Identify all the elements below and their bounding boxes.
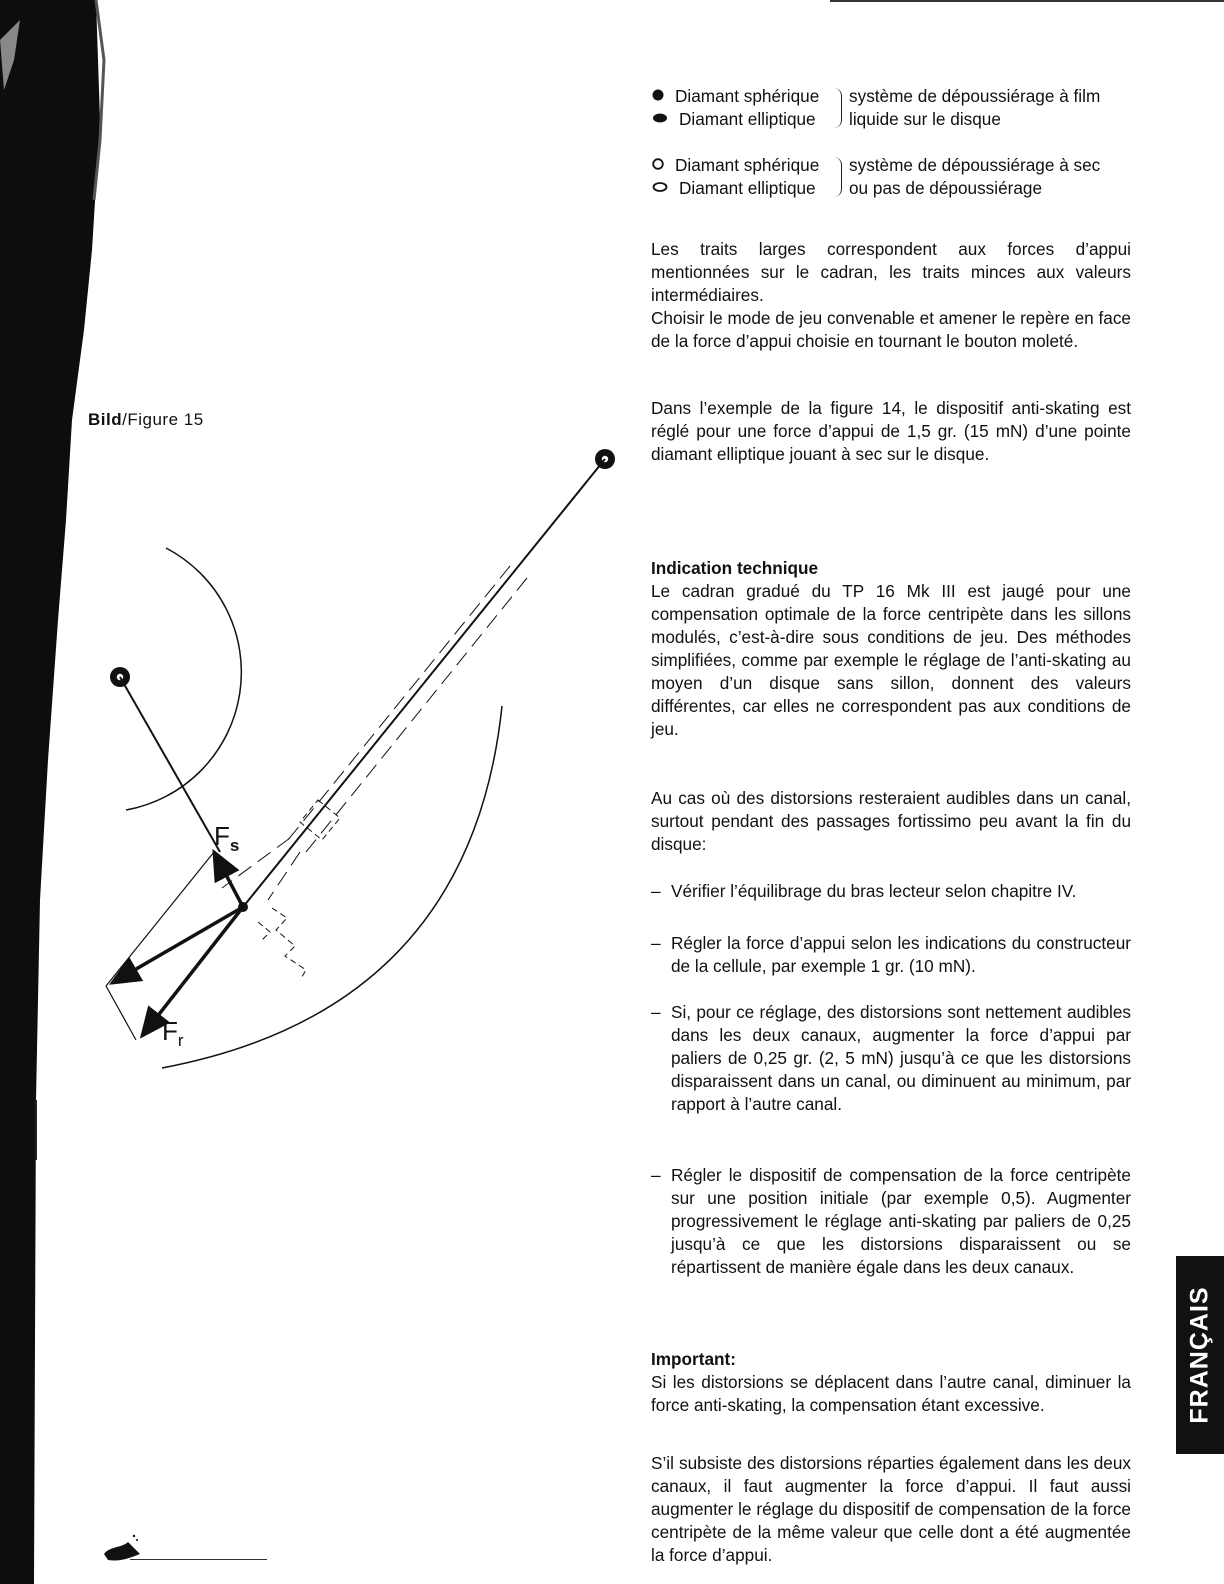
filled-ellipse-icon [651, 108, 675, 131]
open-circle-icon [651, 154, 675, 177]
record-arc-outer [162, 706, 502, 1068]
list-dash: – [651, 933, 661, 953]
list-item [651, 1001, 1131, 1116]
list-dash: – [651, 1165, 661, 1185]
section-heading: Indication technique [651, 558, 819, 578]
headshell-outline [258, 800, 340, 980]
example-text [651, 397, 1131, 466]
legend-desc: système de dépoussiérage à film [849, 86, 1101, 106]
bottom-rule [130, 1559, 267, 1560]
record-arc-inner [126, 548, 241, 810]
paragraph: Si les distorsions se déplacent dans l’autre canal, diminuer la force anti-skating, la compensation étant excessive. [651, 1372, 1131, 1415]
paragraph: Choisir le mode de jeu convenable et amener le repère en face de la force d’appui choisie en tournant le bouton moleté. [651, 308, 1131, 351]
legend-row [651, 108, 1131, 131]
force-fr-label: $F_r$ [162, 1016, 184, 1050]
list-item [651, 1164, 1131, 1279]
paragraph: Au cas où des distorsions resteraient audibles dans un canal, surtout pendant des passages fortissimo peu avant la fin du disque: [651, 788, 1131, 854]
legend-row [651, 177, 1131, 200]
step-list [651, 1164, 1131, 1279]
paragraph: Dans l’exemple de la figure 14, le dispositif anti-skating est réglé pour une force d’appui de 1,5 gr. (15 mN) d’une pointe diamant elliptique jouant à sec sur le disque. [651, 398, 1131, 464]
list-dash: – [651, 1002, 661, 1022]
step-list [651, 880, 1131, 903]
intro-text [651, 238, 1131, 353]
open-ellipse-icon [651, 177, 675, 200]
legend-row [651, 85, 1131, 108]
figure-caption-text: /Figure 15 [122, 410, 204, 429]
top-rule [830, 0, 1224, 2]
tonearm-dashed-outline [222, 566, 527, 900]
step-list [651, 932, 1131, 978]
legend-label: Diamant elliptique [679, 178, 816, 198]
legend-row [651, 154, 1131, 177]
figure-caption [88, 410, 204, 430]
list-text: Vérifier l’équilibrage du bras lecteur selon chapitre IV. [671, 881, 1077, 901]
paragraph: Les traits larges correspondent aux forces d’appui mentionnées sur le cadran, les traits minces aux valeurs intermédiaires. [651, 239, 1131, 305]
force-fr-arrow [142, 907, 243, 1036]
antiskating-force-diagram [100, 430, 660, 1110]
final-note [651, 1452, 1131, 1567]
list-text: Régler le dispositif de compensation de la force centripète sur une position initiale (par exemple 0,5). Augmenter progressivement le réglage anti-skating par paliers de 0,25 jusqu’à ce que les distorsions disparaissent ou se répartissent de manière égale dans les deux canaux. [671, 1165, 1131, 1277]
legend-label: Diamant sphérique [675, 86, 820, 106]
list-dash: – [651, 881, 661, 901]
legend [651, 85, 1131, 200]
figure-caption-prefix: Bild [88, 410, 123, 429]
legend-desc: liquide sur le disque [849, 109, 1001, 129]
legend-brace [833, 157, 842, 197]
distortion-intro [651, 787, 1131, 856]
legend-brace [833, 88, 842, 128]
force-fs-label: $F_s$ [214, 821, 240, 855]
paragraph: S’il subsiste des distorsions réparties également dans les deux canaux, il faut augmenter la force d’appui. Il faut aussi augmenter le réglage du dispositif de compensation de la force centripète de la même valeur que celle dont a été augmentée la force d’appui. [651, 1453, 1131, 1565]
list-text: Si, pour ce réglage, des distorsions sont nettement audibles dans les deux canaux, augmenter la force d’appui par paliers de 0,25 gr. (2, 5 mN) jusqu’à ce que les distorsions disparaissent dans un canal, ou diminuent au minimum, par rapport à l’autre canal. [671, 1002, 1131, 1114]
resultant-arrow [112, 907, 243, 983]
list-item [651, 880, 1131, 903]
list-item [651, 932, 1131, 978]
legend-desc: système de dépoussiérage à sec [849, 155, 1101, 175]
technical-note [651, 557, 1131, 741]
force-fs-arrow [214, 852, 243, 907]
list-text: Régler la force d’appui selon les indications du constructeur de la cellule, par exemple 1 gr. (10 mN). [671, 933, 1131, 976]
step-list [651, 1001, 1131, 1116]
legend-label: Diamant sphérique [675, 155, 820, 175]
scan-binding-edge [0, 0, 110, 1584]
language-tab-label: FRANÇAIS [1185, 1286, 1214, 1424]
important-note [651, 1348, 1131, 1417]
pivot-line [120, 677, 220, 852]
section-heading: Important: [651, 1349, 736, 1369]
paragraph: Le cadran gradué du TP 16 Mk III est jaugé pour une compensation optimale de la force centripète dans les sillons modulés, c’est-à-dire sous conditions de jeu. Des méthodes simplifiées, comme par exemple le réglage de l’anti-skating au moyen d’un disque sans sillon, donnent des valeurs différentes, car elles ne correspondent pas aux conditions de jeu. [651, 581, 1131, 739]
language-tab [1176, 1256, 1224, 1454]
tonearm-line [243, 459, 605, 907]
stylus-point [238, 902, 248, 912]
legend-desc: ou pas de dépoussiérage [849, 178, 1043, 198]
filled-circle-icon [651, 85, 675, 108]
legend-label: Diamant elliptique [679, 109, 816, 129]
